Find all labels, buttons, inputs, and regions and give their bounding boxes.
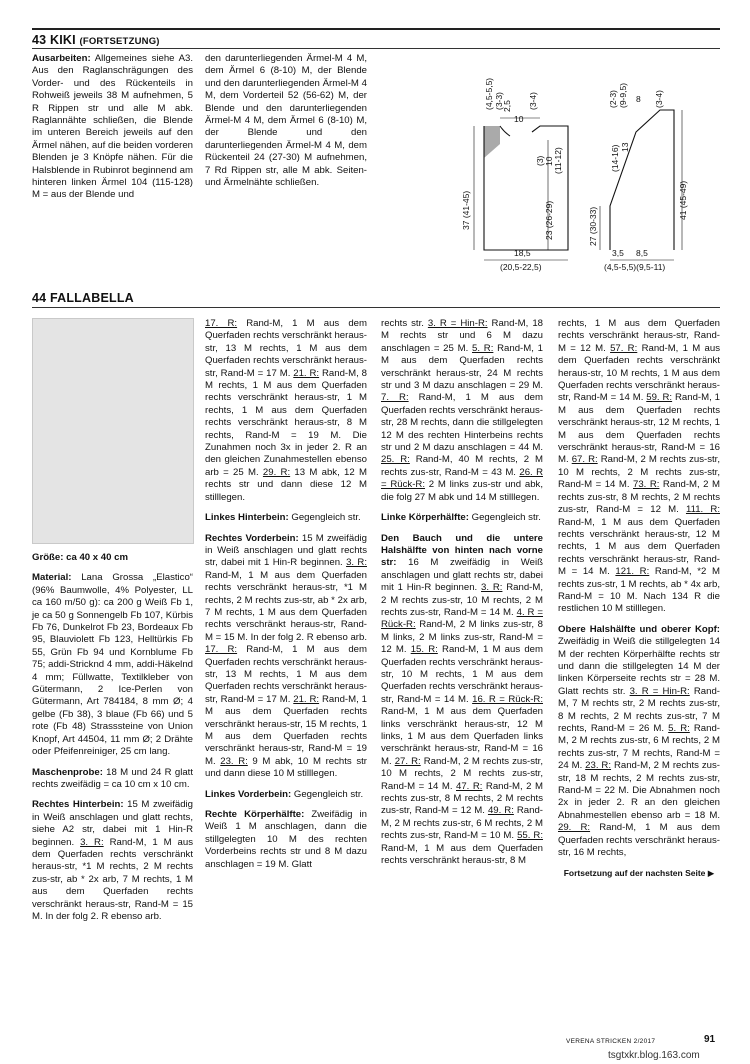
svg-text:3,5: 3,5: [612, 248, 624, 258]
section-44-rule: [32, 307, 720, 308]
footer-source: VERENA STRICKEN 2/2017: [566, 1038, 656, 1045]
svg-text:23 (26-29): 23 (26-29): [544, 200, 554, 240]
kiki-col-1: Ausarbeiten: Allgemeines siehe A3. Aus den Raglanschrägungen des Vorder- und des Rückenteils in Rohweiß jeweils 38 M aufnehmen, 5 R Rippen str und alle M abk. Raglannähte schließen, die Blende im unteren Bereich jeweils auf den Ärmel nähen, auf die beiden vorderen Blenden je 3 Knöpfe nähen. Für die Halsblende in Rubinrot beginnend am hinteren linken Ärmel 104 (115-128) M = aus der Blende und: [32, 53, 193, 201]
kiki-col-2: den darunterliegenden Ärmel-M 4 M, dem Ärmel 6 (8-10) M, der Blende und den darunterliegenden Ärmel-M 4 M, dem Vorderteil 52 (56-62) M, der Blende und den darunterliegenden Ärmel-M 4 M, dem Ärmel 6 (8-10) M, der Blende und den darunterliegenden Ärmel-M 4 M, dem Rückenteil 24 (27-30) M aufnehmen, 7 Rd Rippen str, alle M abk. Seiten- und Ärmelnähte schließen.: [205, 53, 367, 189]
svg-text:(4,5-5,5): (4,5-5,5): [484, 77, 494, 110]
svg-text:13: 13: [620, 142, 630, 152]
svg-text:37 (41-45): 37 (41-45): [461, 190, 471, 230]
svg-text:10: 10: [514, 114, 524, 124]
sleeve-piece-diagram: [588, 83, 688, 272]
svg-text:(3-4): (3-4): [528, 92, 538, 110]
svg-text:8: 8: [636, 94, 641, 104]
fallabella-col-3: rechts str. 3. R = Hin-R: Rand-M, 18 M rechts str und 6 M dazu anschlagen = 25 M. 5. R: Rand-M, 1 M aus dem Querfaden rechts verschränkt heraus-str, 24 M rechts str und 3 M dazu anschlagen = 29 M. 7. R: Rand-M, 1 M aus dem Querfaden rechts verschränkt heraus-str, 28 M rechts, dann die stillgelegten 12 M des rechten Hinterbeins rechts str und 2 M dazu anschlagen = 44 M. 25. R: Rand-M, 40 M rechts, 2 M rechts zus-str, Rand-M = 43 M. 26. R = Rück-R: 2 M links zus-str und abk, die folg 27 M abk und 14 M stilllegen. Linke Körperhälfte: Gegengleich str. Den Bauch und die untere Halshälfte von hinten nach vorne str: 16 M zweifädig in Weiß anschlagen und glatt rechts str, dabei mit 1 Hin-R beginnen. 3. R: Rand-M, 2 M rechts zus-str, 10 M rechts, 2 M rechts zus-str, Rand-M = 14 M. 4. R = Rück-R: Rand-M, 2 M links zus-str, 8 M links, 2 M links zus-str, Rand-M = 12 M. 15. R: Rand-M, 1 M aus dem Querfaden rechts verschränkt heraus-str, 10 M rechts, 1 M aus dem Querfaden rechts verschränkt heraus-str, Rand-M = 14 M. 16. R = Rück-R: Rand-M, 1 M aus dem Querfaden links verschränkt heraus-str, 12 M links, 1 M aus dem Querfaden links verschränkt heraus-str, Rand-M = 16 M. 27. R: Rand-M, 2 M rechts zus-str, 10 M rechts, 2 M rechts zus-str, Rand-M = 14 M. 47. R: Rand-M, 2 M rechts zus-str, 8 M rechts, 2 M rechts zus-str, Rand-M = 12 M. 49. R: Rand-M, 2 M rechts zus-str, 6 M rechts, 2 M rechts zus-str, Rand-M = 10 M. 55. R: Rand-M, 1 M aus dem Querfaden rechts verschränkt heraus-str, 8 M: [381, 318, 544, 867]
section-title-44: 44 FALLABELLA: [32, 291, 134, 305]
continuation-note: Fortsetzung auf der nachsten Seite ▶: [563, 868, 715, 879]
svg-text:(14-16): (14-16): [610, 144, 620, 172]
svg-text:(11-12): (11-12): [553, 147, 563, 174]
fallabella-col-4: rechts, 1 M aus dem Querfaden rechts verschränkt heraus-str, Rand-M = 12 M. 57. R: Rand-M, 1 M aus dem Querfaden rechts verschränkt heraus-str, 10 M rechts, 1 M aus dem Querfaden rechts verschränkt heraus-str, Rand-M = 14 M. 59. R: Rand-M, 1 M aus dem Querfaden rechts verschränkt heraus-str, 12 M rechts, 1 M aus dem Querfaden rechts verschränkt heraus-str, Rand-M = 16 M. 67. R: Rand-M, 2 M rechts zus-str, 10 M rechts, 2 M rechts zus-str, Rand-M = 14 M. 73. R: Rand-M, 2 M rechts zus-str, 8 M rechts, 2 M rechts zus-str, Rand-M = 12 M. 111. R: Rand-M, 1 M aus dem Querfaden rechts verschränkt heraus-str, 12 M rechts, 1 M aus dem Querfaden rechts verschränkt heraus-str, Rand-M = 14 M. 121. R: Rand-M, *2 M rechts zus-str, 1 M rechts, ab * 4x arb, Rand-M = 10 M. Nach 134 R die restlichen 10 M stilllegen. Obere Halshälfte und oberer Kopf: Zweifädig in Weiß die stillgelegten 14 M der rechten Körperhälfte rechts str und dann die stillgelegten 14 M der linken Körperseite rechts str = 28 M. Glatt rechts str. 3. R = Hin-R: Rand-M, 7 M rechts str, 2 M rechts zus-str, 8 M rechts, 2 M rechts zus-str, 7 M rechts, Rand-M = 26 M. 5. R: Rand-M, 2 M rechts zus-str, 6 M rechts, 2 M rechts zus-str, 7 M rechts, Rand-M = 24 M. 23. R: Rand-M, 2 M rechts zus-str, 18 M rechts, 2 M rechts zus-str, Rand-M = 22 M. Die Abnahmen noch 2x in jeder 2. R an den gleichen Abnahmestellen ebenso arb = 18 M. 29. R: Rand-M, 1 M aus dem Querfaden rechts verschränkt heraus-str, 16 M rechts, Fortsetzung auf der nachsten Seite ▶: [558, 318, 721, 879]
svg-text:(3): (3): [535, 155, 545, 166]
svg-text:(4,5-5,5)(9,5-11): (4,5-5,5)(9,5-11): [604, 262, 666, 272]
schematic-diagrams: [440, 70, 720, 280]
svg-text:18,5: 18,5: [514, 248, 531, 258]
svg-text:(2-3): (2-3): [608, 90, 618, 108]
svg-text:(9-9,5): (9-9,5): [618, 82, 628, 108]
svg-text:2,5: 2,5: [502, 100, 512, 112]
section-title-43: 43 KIKI (FORTSETZUNG): [32, 33, 160, 47]
section-43-rule: [32, 48, 720, 49]
fallabella-col-1: Größe: ca 40 x 40 cm Material: Lana Grossa „Elastico“ (96% Baumwolle, 4% Polyester, LL ca 160 m/50 g): ca 200 g Weiß Fb 1, je ca 50 g Sonnengelb Fb 107, Kürbis Fb 76, Dunkelrot Fb 23, Bordeaux Fb 95, Blauviolett Fb 123, Helltürkis Fb 55, Grün Fb 94 und Kornblume Fb 75; addi-Stricknd 4 mm, addi-Häkelnd 4 mm; Füllwatte, Textilkleber von Gütermann, 2 Ice-Perlen von Gütermann, Art 784184, 8 mm Ø; 4 gelbe (Fb 38), 3 blaue (Fb 66) und 5 rote (Fb 48) Strasssteine von Union Knopf, Art 44504, 11 mm Ø; 2 Drähte oder Pfeifenreiniger, 25 cm lang. Maschenprobe: 18 M und 24 R glatt rechts zweifädig = ca 10 cm x 10 cm. Rechtes Hinterbein: 15 M zweifädig in Weiß anschlagen und glatt rechts, siehe A2 str, dabei mit 1 Hin-R beginnen. 3. R: Rand-M, 1 M aus dem Querfaden rechts verschränkt heraus-str, *1 M rechts, 2 M rechts zus-str, ab * 2x arb, 7 M rechts, 1 M aus dem Querfaden rechts verschränkt heraus-str, Rand-M = 15 M. In der folg 2. R ebenso arb.: [32, 552, 193, 922]
svg-text:(20,5-22,5): (20,5-22,5): [500, 262, 542, 272]
top-rule: [32, 28, 720, 30]
front-piece-diagram: [461, 78, 568, 272]
watermark: tsgtxkr.blog.163.com: [608, 1050, 700, 1061]
page-number: 91: [704, 1034, 716, 1045]
svg-text:(3-3): (3-3): [494, 92, 504, 110]
svg-text:41 (45-49): 41 (45-49): [678, 180, 688, 220]
toy-photo-placeholder: [32, 318, 194, 544]
svg-text:(3-4): (3-4): [654, 90, 664, 108]
svg-text:8,5: 8,5: [636, 248, 648, 258]
svg-text:10: 10: [544, 156, 554, 166]
svg-text:27 (30-33): 27 (30-33): [588, 206, 598, 246]
fallabella-col-2: 17. R: Rand-M, 1 M aus dem Querfaden rechts verschränkt heraus-str, 13 M rechts, 1 M aus dem Querfaden rechts verschränkt heraus-str, Rand-M = 17 M. 21. R: Rand-M, 8 M rechts, 1 M aus dem Querfaden rechts verschränkt heraus-str, 1 M rechts, 1 M aus dem Querfaden rechts verschränkt heraus-str, 8 M rechts, Rand-M = 19 M. Die Zunahmen noch 3x in jeder 2. R an den gleichen Zunahmestellen ebenso arb = 25 M. 29. R: 13 M abk, 12 M rechts str und dann diese 12 M stilllegen. Linkes Hinterbein: Gegengleich str. Rechtes Vorderbein: 15 M zweifädig in Weiß anschlagen und glatt rechts str, dabei mit 1 Hin-R beginnen. 3. R: Rand-M, 1 M aus dem Querfaden rechts verschränkt heraus-str, *1 M rechts, 2 M rechts zus-str, ab * 2x arb, 7 M rechts, 1 M aus dem Querfaden rechts verschränkt heraus-str, Rand-M = 15 M. In der folg 2. R ebenso arb. 17. R: Rand-M, 1 M aus dem Querfaden rechts verschränkt heraus-str, 13 M rechts, 1 M aus dem Querfaden rechts verschränkt heraus-str, Rand-M = 17 M. 21. R: Rand-M, 1 M aus dem Querfaden rechts verschränkt heraus-str, 15 M rechts, 1 M aus dem Querfaden rechts verschränkt heraus-str, Rand-M = 19 M. 23. R: 9 M abk, 10 M rechts str und dann diese 10 M stilllegen. Linkes Vorderbein: Gegengleich str. Rechte Körperhälfte: Zweifädig in Weiß 1 M anschlagen, dann die stillgelegten 10 M des rechten Vorderbeins rechts str und 8 M dazu anschlagen = 19 M. Glatt: [205, 318, 368, 870]
